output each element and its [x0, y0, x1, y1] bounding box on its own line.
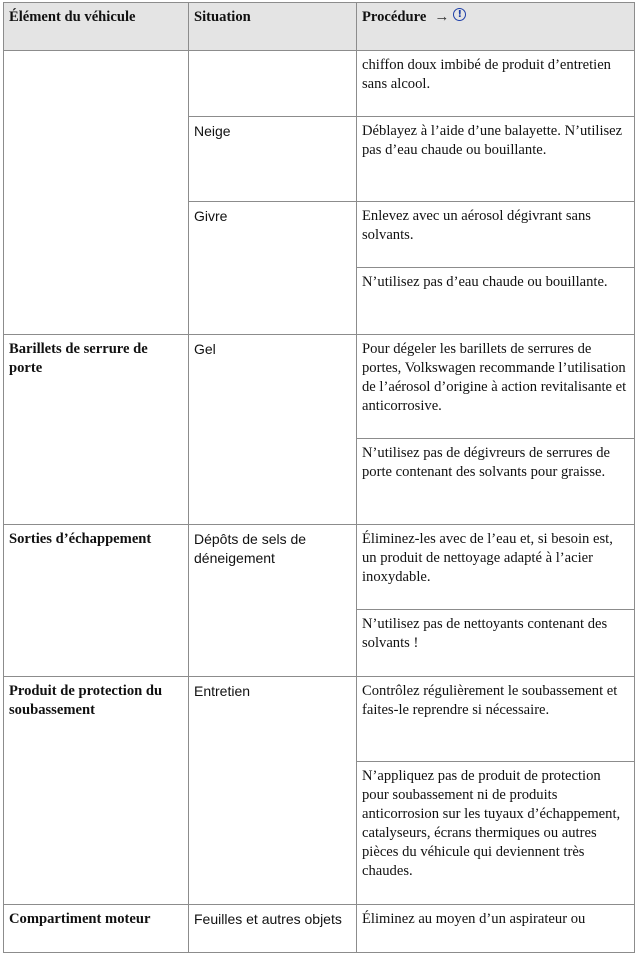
- table-row: [4, 905, 635, 953]
- cell-procedure: N’appliquez pas de produit de protection pour soubassement ni de produits anticorrosion sur les tuyaux d’échappement, catalyseurs, écrans thermiques ou autres pièces du véhicule qui deviennent très chaudes.: [357, 762, 635, 905]
- header-procedure: [357, 3, 635, 51]
- cell-element: Compartiment moteur: [4, 905, 189, 953]
- cell-procedure: Enlevez avec un aérosol dégivrant sans solvants.: [357, 202, 635, 268]
- arrow-right-icon: →: [434, 9, 450, 25]
- cell-procedure: Contrôlez régulièrement le soubassement et faites-le reprendre si nécessaire.: [357, 677, 635, 762]
- cell-situation: Dépôts de sels de déneigement: [189, 525, 357, 677]
- maintenance-table: [3, 2, 635, 953]
- cell-situation: Gel: [189, 335, 357, 525]
- table-row: [4, 677, 635, 762]
- cell-procedure: Éliminez au moyen d’un aspirateur ou: [357, 905, 635, 953]
- cell-procedure: Déblayez à l’aide d’une balayette. N’utilisez pas d’eau chaude ou bouillante.: [357, 117, 635, 202]
- cell-procedure: N’utilisez pas de nettoyants contenant des solvants !: [357, 610, 635, 677]
- cell-element: [4, 51, 189, 335]
- cell-situation: [189, 51, 357, 117]
- cell-procedure: Éliminez-les avec de l’eau et, si besoin est, un produit de nettoyage adapté à l’acier inoxydable.: [357, 525, 635, 610]
- cell-procedure: N’utilisez pas d’eau chaude ou bouillante.: [357, 268, 635, 335]
- cell-situation: Entretien: [189, 677, 357, 905]
- cell-procedure: Pour dégeler les barillets de serrures de portes, Volkswagen recommande l’utilisation de l’aérosol d’origine à action revitalisante et anticorrosive.: [357, 335, 635, 439]
- table-row: [4, 525, 635, 610]
- header-situation: Situation: [189, 3, 357, 51]
- warning-circle-icon[interactable]: !: [453, 8, 466, 21]
- table-row: [4, 51, 635, 117]
- header-element: Élément du véhicule: [4, 3, 189, 51]
- header-procedure-label: Procédure: [362, 9, 427, 25]
- table-header-row: [4, 3, 635, 51]
- cell-situation: Neige: [189, 117, 357, 202]
- cell-procedure: N’utilisez pas de dégivreurs de serrures de porte contenant des solvants pour graisse.: [357, 439, 635, 525]
- cell-element: Produit de protection du soubassement: [4, 677, 189, 905]
- table-row: [4, 335, 635, 439]
- cell-situation: Givre: [189, 202, 357, 335]
- cell-procedure: chiffon doux imbibé de produit d’entretien sans alcool.: [357, 51, 635, 117]
- cell-element: Barillets de serrure de porte: [4, 335, 189, 525]
- cell-element: Sorties d’échappement: [4, 525, 189, 677]
- cell-situation: Feuilles et autres objets: [189, 905, 357, 953]
